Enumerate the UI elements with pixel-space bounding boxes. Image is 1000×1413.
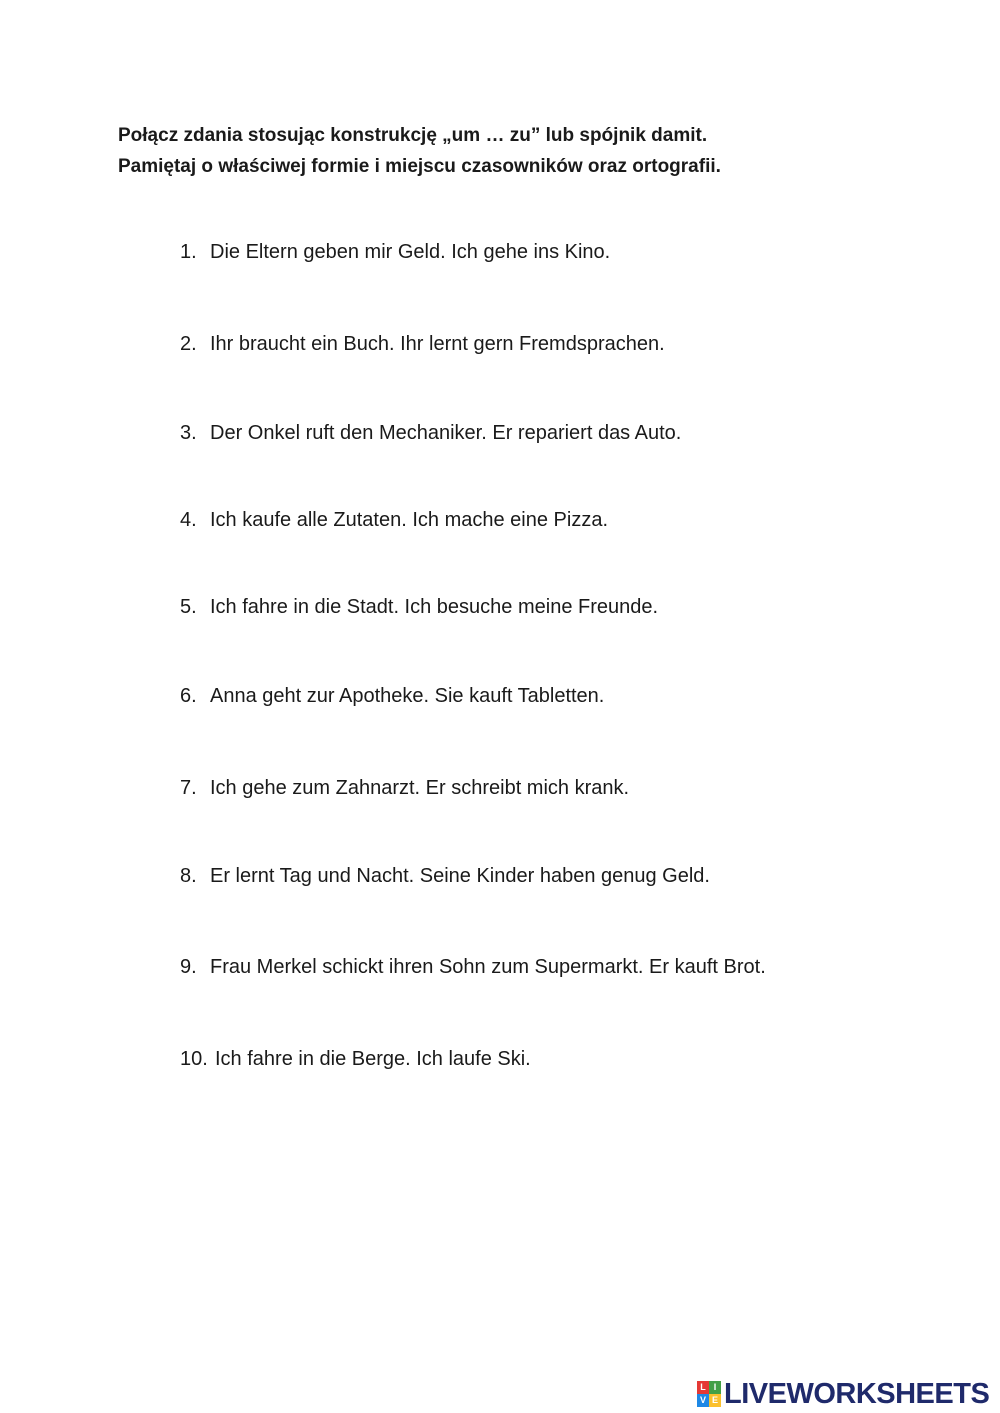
exercise-text: Der Onkel ruft den Mechaniker. Er repariert das Auto. [210,422,682,444]
exercise-text: Ich kaufe alle Zutaten. Ich mache eine Pizza. [210,509,608,531]
exercise-item [180,864,710,888]
exercise-number: 3. [180,422,197,444]
exercise-text: Er lernt Tag und Nacht. Seine Kinder haben genug Geld. [210,865,710,887]
exercise-item [180,421,681,445]
exercise-text: Ich fahre in die Stadt. Ich besuche meine Freunde. [210,596,659,618]
instructions [118,120,938,182]
exercise-text: Ich gehe zum Zahnarzt. Er schreibt mich krank. [210,777,630,799]
exercise-item [180,1047,531,1071]
exercise-item [180,332,665,356]
exercise-item [180,508,608,532]
exercise-number: 4. [180,509,197,531]
exercise-text: Frau Merkel schickt ihren Sohn zum Supermarkt. Er kauft Brot. [210,956,766,978]
exercise-item [180,595,658,619]
exercise-text: Die Eltern geben mir Geld. Ich gehe ins Kino. [210,241,611,263]
instruction-line-2: Pamiętaj o właściwej formie i miejscu czasowników oraz ortografii. [118,156,721,177]
exercise-item [180,240,610,264]
exercise-text: Ich fahre in die Berge. Ich laufe Ski. [215,1048,531,1070]
exercise-number: 5. [180,596,197,618]
exercise-text: Ihr braucht ein Buch. Ihr lernt gern Fremdsprachen. [210,333,665,355]
liveworksheets-logo[interactable] [697,1378,989,1410]
exercise-number: 1. [180,241,197,263]
exercise-number: 8. [180,865,197,887]
liveworksheets-logo-icon: L I V E [697,1381,721,1407]
exercise-number: 10. [180,1048,208,1070]
logo-text: LIVEWORKSHEETS [724,1378,990,1410]
exercise-number: 2. [180,333,197,355]
exercise-text: Anna geht zur Apotheke. Sie kauft Tabletten. [210,685,605,707]
exercise-number: 6. [180,685,197,707]
exercise-number: 7. [180,777,197,799]
exercise-item [180,684,604,708]
exercise-item [180,776,629,800]
exercise-item [180,955,766,979]
exercise-number: 9. [180,956,197,978]
instruction-line-1: Połącz zdania stosując konstrukcję „um … zu” lub spójnik damit. [118,125,708,146]
